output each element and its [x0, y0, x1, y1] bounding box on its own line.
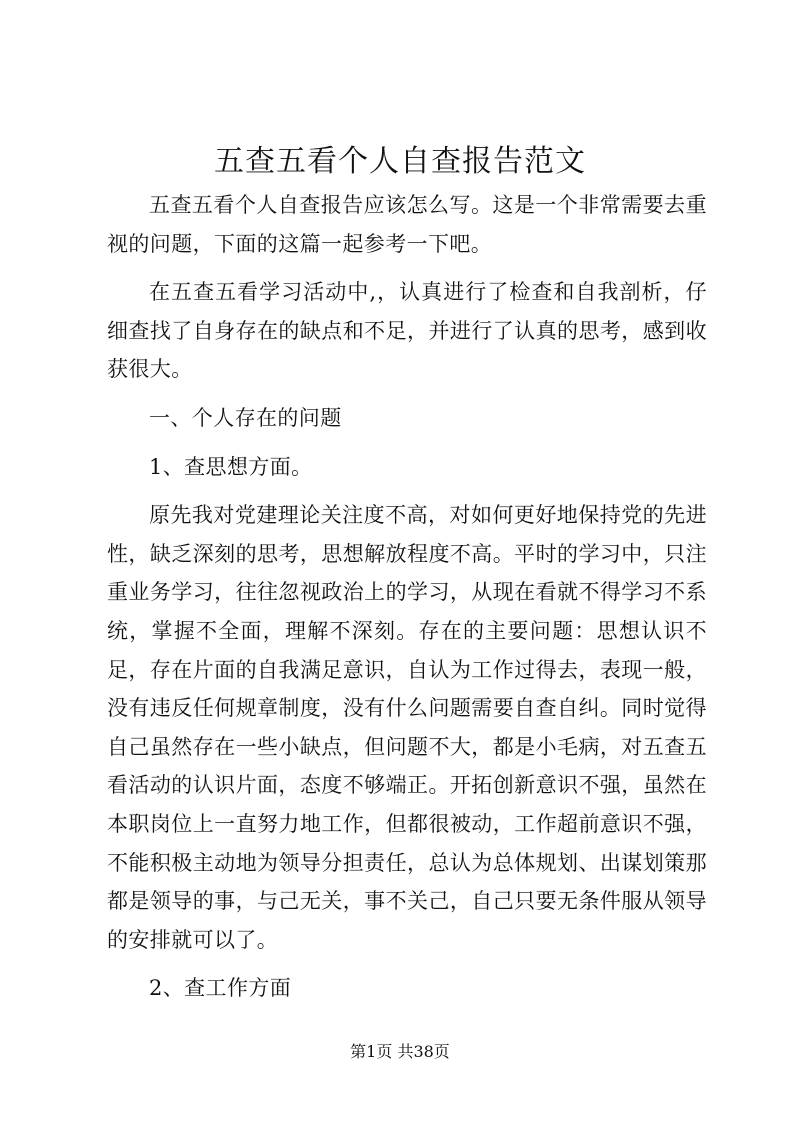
subheading-work: 2、查工作方面 [149, 976, 292, 1001]
section-heading-problems: 一、个人存在的问题 [149, 405, 342, 430]
paragraph-intro: 五查五看个人自查报告应该怎么写。这是一个非常需要去重视的问题，下面的这篇一起参考一下吧。 [107, 193, 707, 256]
subheading-thinking: 1、查思想方面。 [149, 454, 313, 479]
paragraph-thinking-details: 原先我对党建理论关注度不高，对如何更好地保持党的先进性，缺乏深刻的思考，思想解放程度不高。平时的学习中，只注重业务学习，往往忽视政治上的学习，从现在看就不得学习不系统，掌握不全面，理解不深刻。存在的主要问题：思想认识不足，存在片面的自我满足意识，自认为工作过得去，表现一般，没有违反任何规章制度，没有什么问题需要自查自纠。同时觉得自己虽然存在一些小缺点，但问题不大，都是小毛病，对五查五看活动的认识片面，态度不够端正。开拓创新意识不强，虽然在本职岗位上一直努力地工作，但都很被动，工作超前意识不强，不能积极主动地为领导分担责任，总认为总体规划、出谋划策那都是领导的事，与己无关，事不关己，自己只要无条件服从领导的安排就可以了。 [107, 503, 707, 952]
document-title: 五查五看个人自查报告范文 [214, 144, 586, 179]
document-body [107, 186, 707, 1018]
paragraph-activity-summary: 在五查五看学习活动中,，认真进行了检查和自我剖析，仔细查找了自身存在的缺点和不足，并进行了认真的思考，感到收获很大。 [107, 280, 707, 382]
page-footer: 第1页 共38页 [350, 1042, 450, 1061]
